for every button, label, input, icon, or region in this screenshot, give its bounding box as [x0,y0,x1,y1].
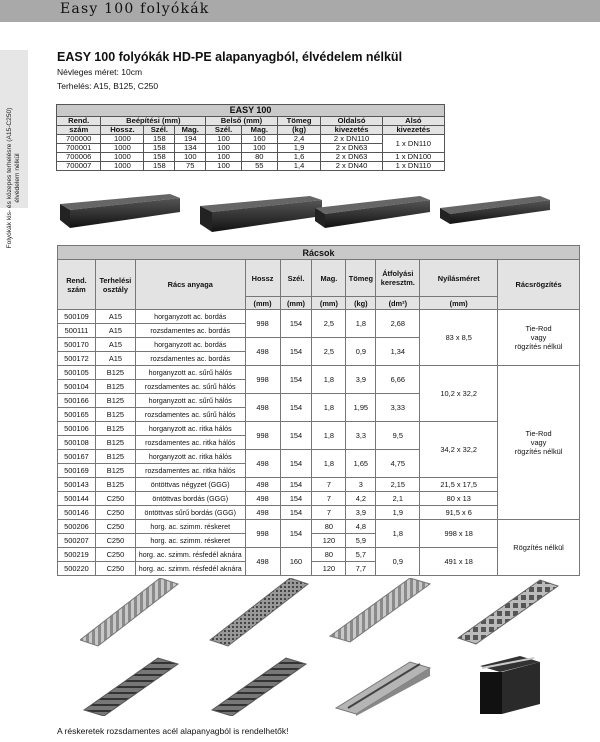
cell: 3 [346,478,376,492]
cell: 500108 [58,436,96,450]
cell: 154 [280,422,312,450]
cell: 700006 [57,153,101,162]
unit-hossz: (mm) [245,297,280,310]
cell: B125 [95,366,135,380]
cell-line: vagy [530,438,547,447]
col-belso-mag: Mag. [241,126,277,135]
cell: 158 [144,144,175,153]
cell: 34,2 x 32,2 [420,422,498,478]
cell: 9,5 [376,422,420,450]
cell: 7 [312,478,346,492]
cell-line: Tie-Rod [525,429,552,438]
cell: 4,2 [346,492,376,506]
cell: 500206 [58,520,96,534]
cell: 500106 [58,422,96,436]
cell: 194 [175,135,206,144]
cell: 154 [280,478,312,492]
cell: 154 [280,310,312,338]
cell: 1000 [101,144,144,153]
cell: 1 x DN110 [382,162,444,171]
col-terhelesi: Terhelési osztály [95,260,135,310]
cell: 3,9 [346,366,376,394]
cell: horganyzott ac. bordás [135,310,245,324]
unit-atfolyasi: (dm²) [376,297,420,310]
col-nyilasmeret: Nyílásméret [420,260,498,297]
cell: rozsdamentes ac. sűrű hálós [135,380,245,394]
col-mag: Mag. [175,126,206,135]
cell: 2,4 [277,135,321,144]
col-oldalso: Oldalsó [321,117,382,126]
cell-line: vagy [530,333,547,342]
cell: B125 [95,450,135,464]
cell: 2 x DN40 [321,162,382,171]
grating-image-6 [212,658,306,716]
cell: C250 [95,534,135,548]
col-kivezetes: kivezetés [321,126,382,135]
cell: A15 [95,338,135,352]
col-atfolyasi: Átfolyási keresztm. [376,260,420,297]
cell: 5,7 [346,548,376,562]
cell: 1000 [101,153,144,162]
grating-images [80,578,580,716]
cell: C250 [95,506,135,520]
cell: B125 [95,422,135,436]
grating-image-3 [330,578,430,642]
cell: 500207 [58,534,96,548]
slot-frame-image [336,662,430,716]
cell: 498 [245,492,280,506]
cell: 1,8 [346,310,376,338]
cell: 1,8 [312,366,346,394]
top-header-bar [0,0,600,22]
cell: 700007 [57,162,101,171]
col-hossz: Hossz. [101,126,144,135]
cell: 100 [206,135,242,144]
col-szam: szám [57,126,101,135]
channel-image-3 [315,196,430,228]
page-title: Easy 100 folyókák [60,1,210,17]
rogzites-cell-2 [498,366,580,520]
cell: 1,8 [312,394,346,422]
cell: 700000 [57,135,101,144]
cell: 100 [206,153,242,162]
cell: 498 [245,450,280,478]
cell: 154 [280,492,312,506]
cell: B125 [95,408,135,422]
cell: 3,9 [346,506,376,520]
cell: 500167 [58,450,96,464]
cell: 2,1 [376,492,420,506]
cell: 10,2 x 32,2 [420,366,498,422]
grating-image-5 [84,658,178,716]
cell: 498 [245,506,280,520]
side-tab-line2: élvédelem nélkül [14,153,21,203]
cell: 2,5 [312,310,346,338]
cell: 998 [245,310,280,338]
cell: horg. ac. szimm. résfedél aknára [135,562,245,576]
col-rend: Rend. [57,117,101,126]
cell: 498 [245,338,280,366]
table-row [58,310,580,324]
unit-tomeg: (kg) [346,297,376,310]
cell: 5,9 [346,534,376,548]
cell: 3,33 [376,394,420,422]
easy-100-table [56,104,445,171]
cell: öntöttvas sűrű bordás (GGG) [135,506,245,520]
cell: 1,9 [376,506,420,520]
col-mag: Mag. [312,260,346,297]
cell: 498 [245,478,280,492]
cell: 154 [280,338,312,366]
col-kivezetes-also: kivezetés [382,126,444,135]
cell: rozsdamentes ac. ritka hálós [135,436,245,450]
cell: horg. ac. szimm. réskeret [135,534,245,548]
cell: B125 [95,380,135,394]
cell: rozsdamentes ac. bordás [135,352,245,366]
grating-image-4 [458,580,558,644]
col-racsrogzites: Rácsrögzítés [498,260,580,310]
cell: 55 [241,162,277,171]
cell: rozsdamentes ac. bordás [135,324,245,338]
cell: öntöttvas bordás (GGG) [135,492,245,506]
cell: 0,9 [376,548,420,576]
cell: C250 [95,548,135,562]
col-belso: Belső (mm) [206,117,277,126]
cell: C250 [95,492,135,506]
load-classes: Terhelés: A15, B125, C250 [57,81,159,91]
cell: 7,7 [346,562,376,576]
cell: 700001 [57,144,101,153]
cell: 2 x DN63 [321,144,382,153]
cell: 1000 [101,135,144,144]
cell: 4,75 [376,450,420,478]
table-row [57,162,445,171]
rogzites-cell-3: Rögzítés nélkül [498,520,580,576]
cell: 498 [245,548,280,576]
cell: 500144 [58,492,96,506]
cell: 154 [280,520,312,548]
cell: 120 [312,562,346,576]
col-szel: Szél. [280,260,312,297]
cell: 100 [206,162,242,171]
cell: 154 [280,450,312,478]
cell: horganyzott ac. sűrű hálós [135,394,245,408]
cell: 1000 [101,162,144,171]
col-also: Alsó [382,117,444,126]
side-tab-label [6,108,22,249]
cell: 7 [312,492,346,506]
cell: B125 [95,478,135,492]
cell: 158 [144,135,175,144]
cell: 1,4 [277,162,321,171]
cell: 500172 [58,352,96,366]
cell: 80 [312,520,346,534]
cell: 1,8 [312,450,346,478]
cell: 134 [175,144,206,153]
cell: 1,6 [277,153,321,162]
cell: 998 [245,422,280,450]
cell: B125 [95,464,135,478]
channel-image-4 [440,196,550,224]
cell: 498 [245,394,280,422]
cell: 3,3 [346,422,376,450]
cell: 500104 [58,380,96,394]
cell: 80 [312,548,346,562]
cell: 160 [241,135,277,144]
racsok-caption: Rácsok [58,246,580,260]
table-row [58,366,580,380]
cell: 500109 [58,310,96,324]
cell: 491 x 18 [420,548,498,576]
cell: rozsdamentes ac. ritka hálós [135,464,245,478]
cell: horg. ac. szimm. réskeret [135,520,245,534]
table-row [58,520,580,534]
easy-table-caption: EASY 100 [57,105,445,117]
cell: A15 [95,310,135,324]
cell: 1,95 [346,394,376,422]
cell: 120 [312,534,346,548]
side-tab [0,50,28,249]
cell: 83 x 8,5 [420,310,498,366]
nominal-size: Névleges méret: 10cm [57,67,143,77]
rogzites-cell-1 [498,310,580,366]
cell: 4,8 [346,520,376,534]
cell: B125 [95,394,135,408]
cell: horganyzott ac. bordás [135,338,245,352]
cell: C250 [95,520,135,534]
cell: 160 [280,548,312,576]
cell: 998 x 18 [420,520,498,548]
cell: horg. ac. szimm. résfedél aknára [135,548,245,562]
cell: 1,34 [376,338,420,366]
cell: 100 [175,153,206,162]
cell: 158 [144,162,175,171]
cell: 100 [241,144,277,153]
unit-mag: (mm) [312,297,346,310]
cell: 100 [206,144,242,153]
cell: B125 [95,436,135,450]
cell: 500170 [58,338,96,352]
cell: 1,8 [312,422,346,450]
slot-cover-image [480,656,540,714]
cell: 2,68 [376,310,420,338]
col-tomeg: Tömeg [346,260,376,297]
grating-image-2 [210,578,308,646]
col-belso-szel: Szél. [206,126,242,135]
cell: 154 [280,366,312,394]
channel-image-2 [200,196,322,232]
channel-images [60,188,600,238]
cell: 1 x DN110 [382,135,444,153]
cell: 91,5 x 6 [420,506,498,520]
cell: 80 x 13 [420,492,498,506]
cell: 2,5 [312,338,346,366]
col-szel: Szél. [144,126,175,135]
cell: 500165 [58,408,96,422]
cell: 500219 [58,548,96,562]
col-beepitesi: Beépítési (mm) [101,117,206,126]
cell: 7 [312,506,346,520]
cell: 500111 [58,324,96,338]
cell: C250 [95,562,135,576]
cell: horganyzott ac. ritka hálós [135,450,245,464]
cell: 0,9 [346,338,376,366]
cell: 1,65 [346,450,376,478]
col-racs-anyaga: Rács anyaga [135,260,245,310]
cell: horganyzott ac. sűrű hálós [135,366,245,380]
cell: 1 x DN100 [382,153,444,162]
col-rend-szam: Rend. szám [58,260,96,310]
col-tomeg: Tömeg [277,117,321,126]
cell: öntöttvas négyzet (GGG) [135,478,245,492]
side-tab-line1: Folyókák kis- és közepes terhelésre (A15-C250) [6,107,13,249]
cell: horganyzott ac. ritka hálós [135,422,245,436]
unit-nyilas: (mm) [420,297,498,310]
cell: 500220 [58,562,96,576]
cell: A15 [95,324,135,338]
cell: 21,5 x 17,5 [420,478,498,492]
cell: 500146 [58,506,96,520]
cell: rozsdamentes ac. sűrű hálós [135,408,245,422]
cell-line: rögzítés nélkül [514,447,563,456]
cell: 80 [241,153,277,162]
cell: 500105 [58,366,96,380]
grating-image-1 [80,578,178,646]
cell: 500169 [58,464,96,478]
col-hossz: Hossz [245,260,280,297]
cell: 2,15 [376,478,420,492]
cell: 75 [175,162,206,171]
cell: 1,9 [277,144,321,153]
cell: A15 [95,352,135,366]
cell: 998 [245,366,280,394]
channel-image-1 [60,194,180,228]
cell: 154 [280,394,312,422]
cell: 1,8 [376,520,420,548]
cell: 2 x DN63 [321,153,382,162]
cell-line: Tie-Rod [525,324,552,333]
cell: 154 [280,506,312,520]
cell: 6,66 [376,366,420,394]
col-kg: (kg) [277,126,321,135]
section-heading: EASY 100 folyókák HD-PE alapanyagból, élvédelem nélkül [57,50,403,64]
cell: 500143 [58,478,96,492]
cell: 158 [144,153,175,162]
cell: 2 x DN110 [321,135,382,144]
cell-line: rögzítés nélkül [514,342,563,351]
footnote: A réskeretek rozsdamentes acél alapanyagból is rendelhetők! [57,726,289,736]
cell: 500166 [58,394,96,408]
cell: 998 [245,520,280,548]
unit-szel: (mm) [280,297,312,310]
racsok-table [57,245,580,576]
